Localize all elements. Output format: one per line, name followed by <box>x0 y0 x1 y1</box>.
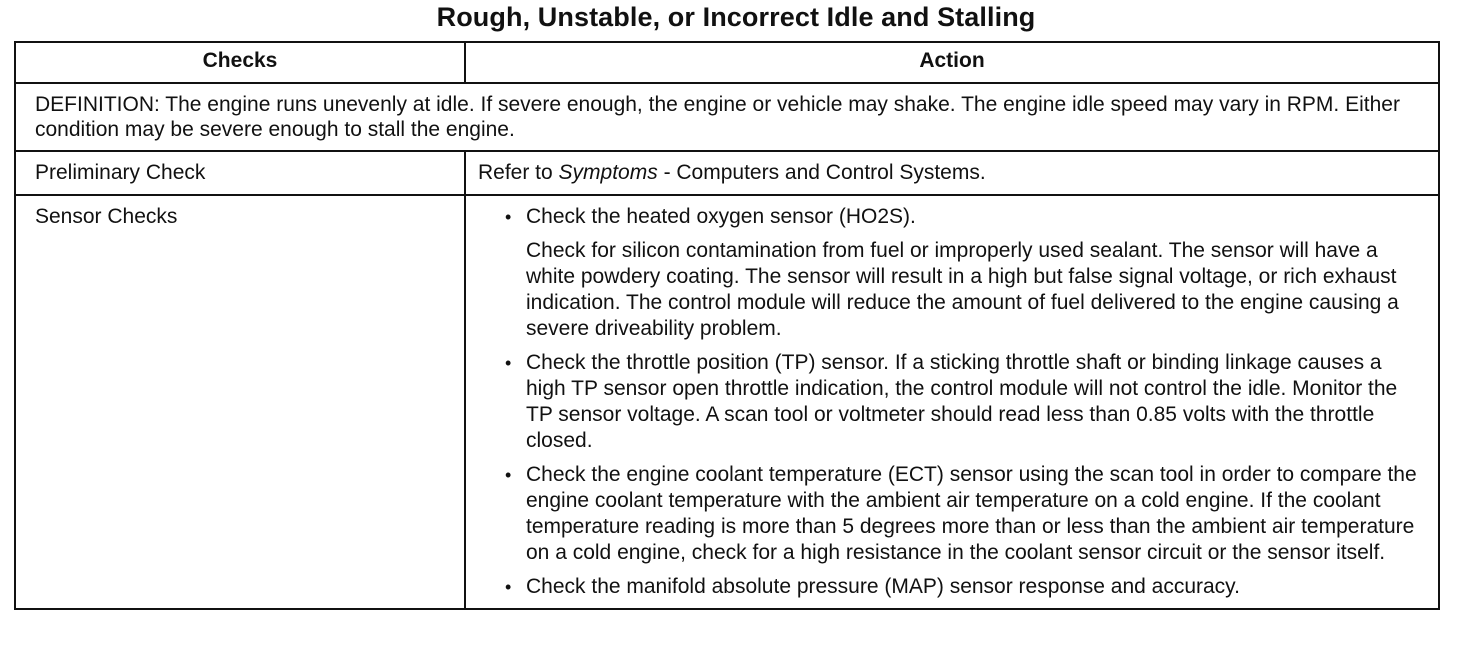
action-column-header: Action <box>465 42 1439 83</box>
preliminary-check-action <box>465 151 1439 195</box>
action-suffix: - Computers and Control Systems. <box>657 161 986 184</box>
diagnostic-table <box>14 41 1440 610</box>
sensor-check-list <box>478 204 1426 600</box>
list-item <box>478 462 1426 566</box>
list-item-text: Check the manifold absolute pressure (MAP) sensor response and accuracy. <box>526 575 1240 598</box>
list-item-text: Check the engine coolant temperature (ECT) sensor using the scan tool in order to compare the engine coolant temperature with the ambient air temperature on a cold engine. If the coolant temperature reading is more than 5 degrees more than or less than the ambient air temperature on a cold engine, check for a high resistance in the coolant sensor circuit or the sensor itself. <box>526 463 1417 564</box>
action-prefix: Refer to <box>478 161 559 184</box>
list-item <box>478 574 1426 600</box>
bullet-icon: • <box>505 207 512 227</box>
list-item-text: Check the throttle position (TP) sensor. If a sticking throttle shaft or binding linkage causes a high TP sensor open throttle indication, the control module will not control the idle. Monitor the TP sensor voltage. A scan tool or voltmeter should read less than 0.85 volts with the throttle closed. <box>526 351 1398 452</box>
definition-row <box>15 83 1439 151</box>
list-item-subtext: Check for silicon contamination from fuel or improperly used sealant. The sensor will have a white powdery coating. The sensor will result in a high but false signal voltage, or rich exhaust indication. The control module will reduce the amount of fuel delivered to the engine causing a severe driveability problem. <box>526 239 1399 340</box>
list-item-text: Check the heated oxygen sensor (HO2S). <box>526 205 916 228</box>
list-item <box>478 204 1426 342</box>
checks-column-header: Checks <box>15 42 465 83</box>
list-item <box>478 350 1426 454</box>
definition-text: DEFINITION: The engine runs unevenly at idle. If severe enough, the engine or vehicle may shake. The engine idle speed may vary in RPM. Either condition may be severe enough to stall the engine. <box>15 83 1439 151</box>
sensor-checks-label: Sensor Checks <box>15 195 465 609</box>
preliminary-check-label: Preliminary Check <box>15 151 465 195</box>
sensor-checks-actions <box>465 195 1439 609</box>
table-header-row <box>15 42 1439 83</box>
bullet-icon: • <box>505 353 512 373</box>
bullet-icon: • <box>505 465 512 485</box>
table-row <box>15 151 1439 195</box>
bullet-icon: • <box>505 577 512 597</box>
symptoms-reference: Symptoms <box>558 161 658 184</box>
table-row <box>15 195 1439 609</box>
document-title: Rough, Unstable, or Incorrect Idle and Stalling <box>436 2 1036 32</box>
